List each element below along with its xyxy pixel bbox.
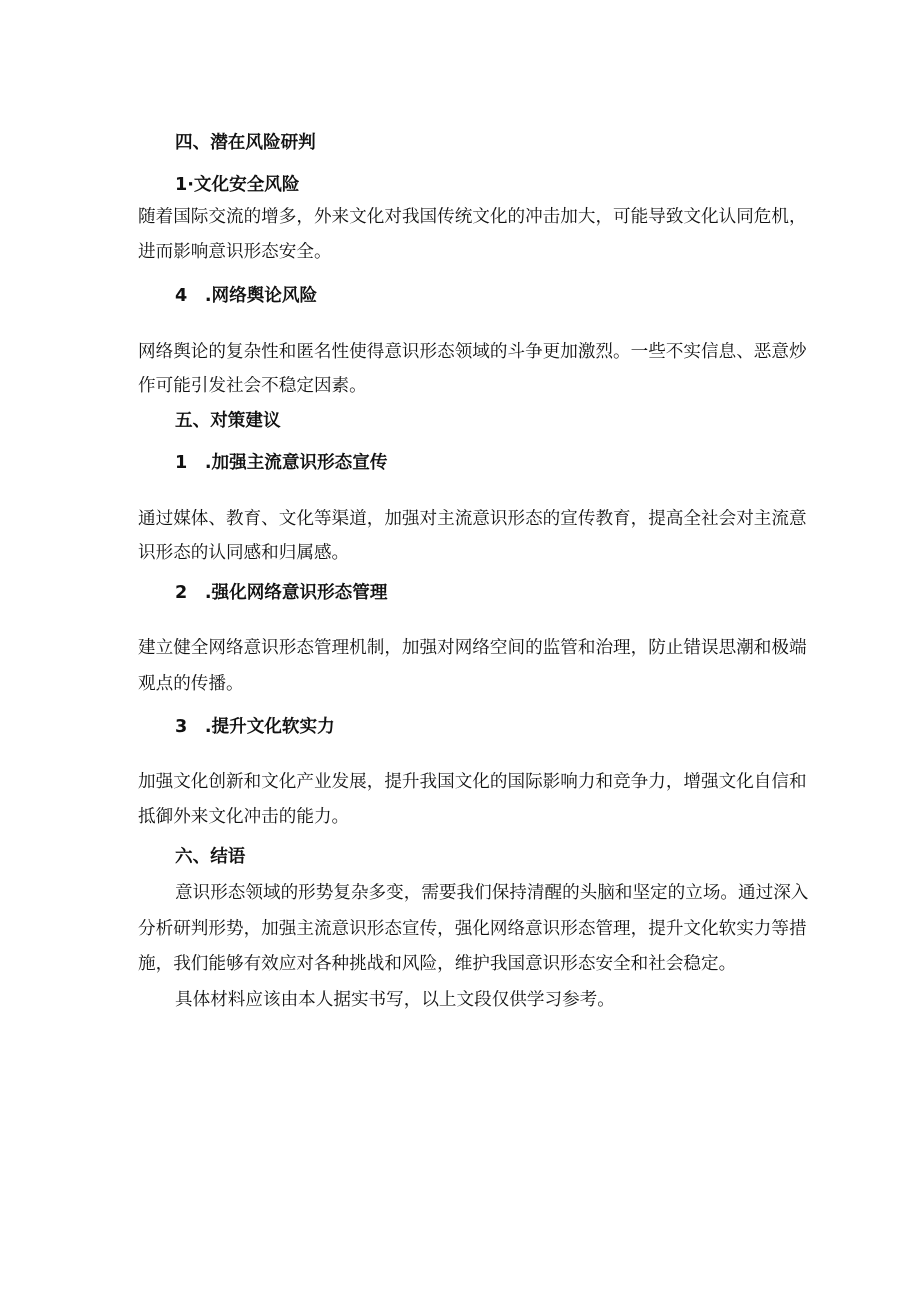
section-heading: 五、对策建议 bbox=[175, 411, 281, 431]
paragraph-line: 随着国际交流的增多，外来文化对我国传统文化的冲击加大，可能导致文化认同危机， bbox=[138, 207, 807, 227]
paragraph-line: 具体材料应该由本人据实书写，以上文段仅供学习参考。 bbox=[175, 990, 615, 1010]
subsection-heading: 3 .提升文化软实力 bbox=[175, 717, 335, 737]
subsection-heading: 2 .强化网络意识形态管理 bbox=[175, 583, 388, 603]
paragraph-line: 分析研判形势，加强主流意识形态宣传，强化网络意识形态管理，提升文化软实力等措 bbox=[138, 919, 807, 939]
paragraph-line: 意识形态领域的形势复杂多变，需要我们保持清醒的头脑和坚定的立场。通过深入 bbox=[175, 883, 809, 903]
paragraph-line: 加强文化创新和文化产业发展，提升我国文化的国际影响力和竞争力，增强文化自信和 bbox=[138, 772, 807, 792]
subsection-heading: 4 .网络舆论风险 bbox=[175, 286, 318, 306]
paragraph-line: 观点的传播。 bbox=[138, 674, 244, 694]
paragraph-line: 通过媒体、教育、文化等渠道，加强对主流意识形态的宣传教育，提高全社会对主流意 bbox=[138, 509, 807, 529]
subsection-heading: 1 .加强主流意识形态宣传 bbox=[175, 453, 388, 473]
section-heading: 六、结语 bbox=[175, 847, 246, 867]
paragraph-line: 进而影响意识形态安全。 bbox=[138, 242, 332, 262]
paragraph-line: 抵御外来文化冲击的能力。 bbox=[138, 807, 350, 827]
paragraph-line: 识形态的认同感和归属感。 bbox=[138, 543, 350, 563]
section-heading: 四、潜在风险研判 bbox=[175, 133, 316, 153]
paragraph-line: 施，我们能够有效应对各种挑战和风险，维护我国意识形态安全和社会稳定。 bbox=[138, 954, 737, 974]
paragraph-line: 网络舆论的复杂性和匿名性使得意识形态领域的斗争更加激烈。一些不实信息、恶意炒 bbox=[138, 342, 807, 362]
subsection-heading: 1·文化安全风险 bbox=[175, 175, 300, 195]
paragraph-line: 建立健全网络意识形态管理机制，加强对网络空间的监管和治理，防止错误思潮和极端 bbox=[138, 638, 807, 658]
paragraph-line: 作可能引发社会不稳定因素。 bbox=[138, 376, 367, 396]
